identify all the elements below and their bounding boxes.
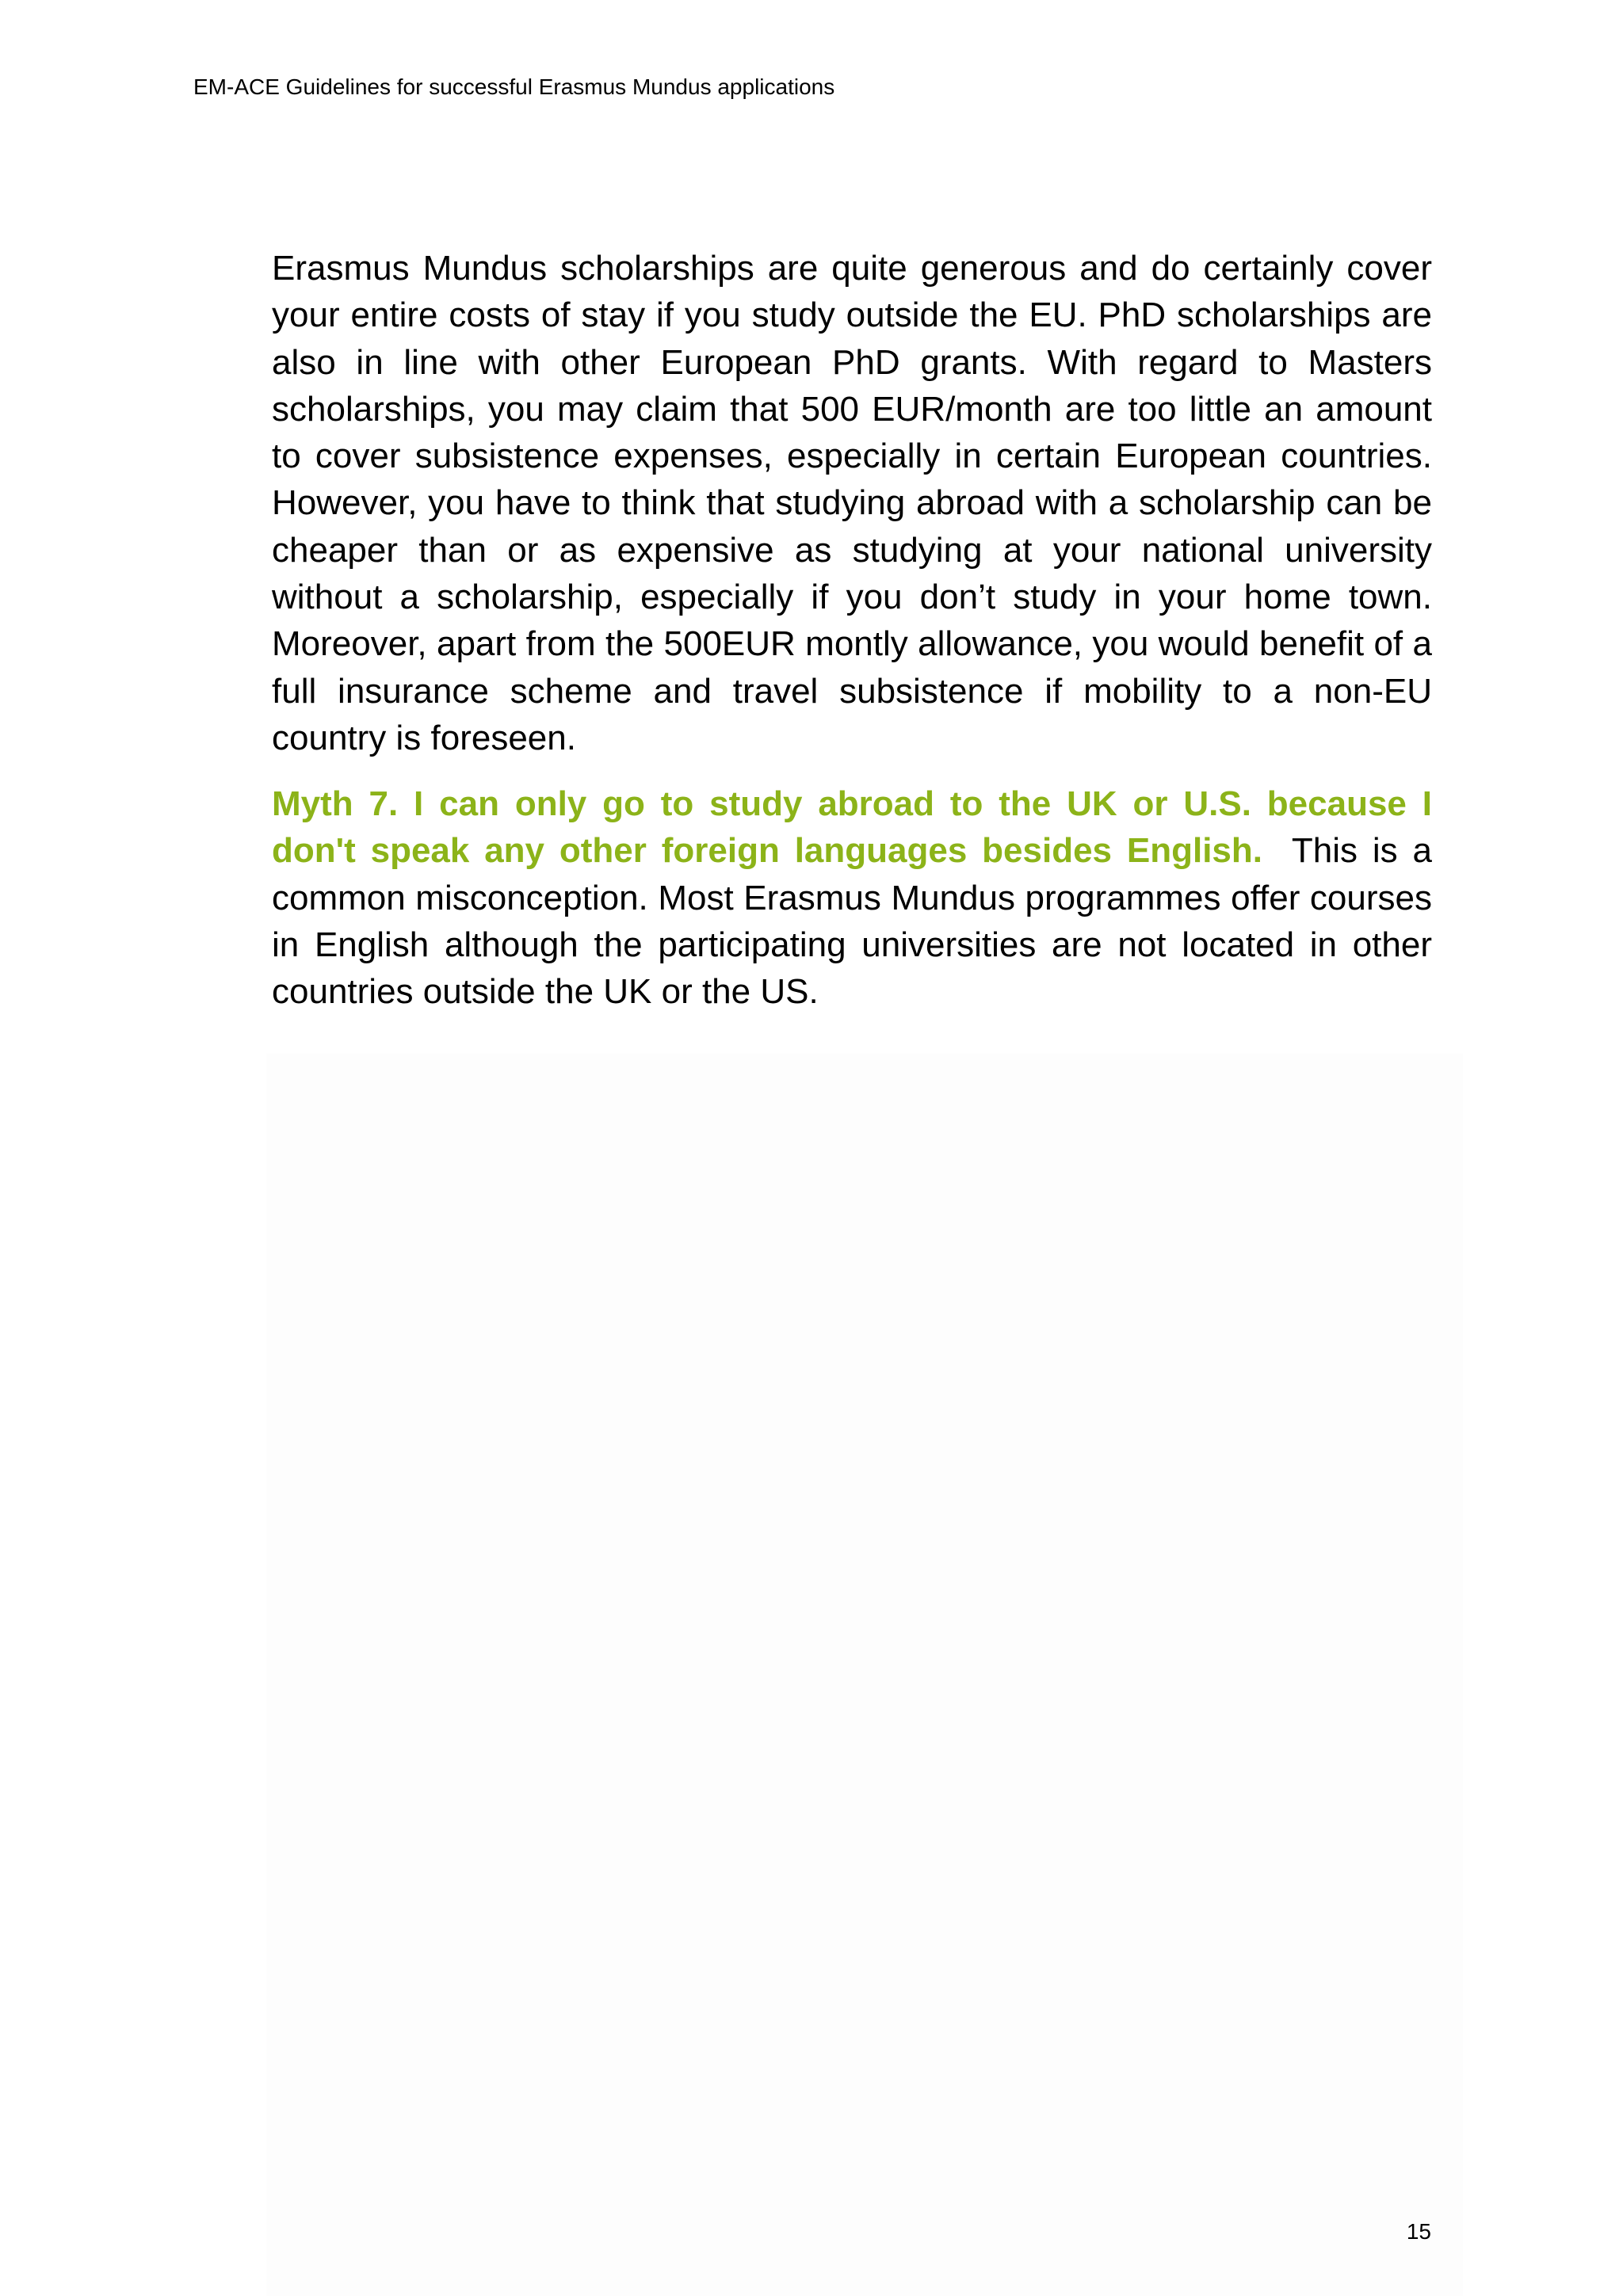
page-number: 15 (1406, 2219, 1431, 2244)
myth-7-paragraph (272, 780, 1432, 1015)
myth-7-text: This is a common misconception. Most Erasmus Mundus programmes offer courses in English although the participating universities are not located in other countries outside the UK or the US. (272, 831, 1432, 1012)
running-header: EM-ACE Guidelines for successful Erasmus Mundus applications (193, 74, 835, 99)
myth-7-heading: Myth 7. I can only go to study abroad to the UK or U.S. because I don't speak any other foreign languages besides English. (272, 784, 1432, 871)
page-background (266, 1054, 1463, 2296)
body-paragraph: Erasmus Mundus scholarships are quite generous and do certainly cover your entire costs of stay if you study outside the EU. PhD scholarships are also in line with other European PhD grants. With regard to Masters scholarships, you may claim that 500 EUR/month are too little an amount to cover subsistence expenses, especially in certain European countries. However, you have to think that studying abroad with a scholarship can be cheaper than or as expensive as studying at your national university without a scholarship, especially if you don’t study in your home town. Moreover, apart from the 500EUR montly allowance, you would benefit of a full insurance scheme and travel subsistence if mobility to a non-EU country is foreseen. (272, 249, 1432, 757)
